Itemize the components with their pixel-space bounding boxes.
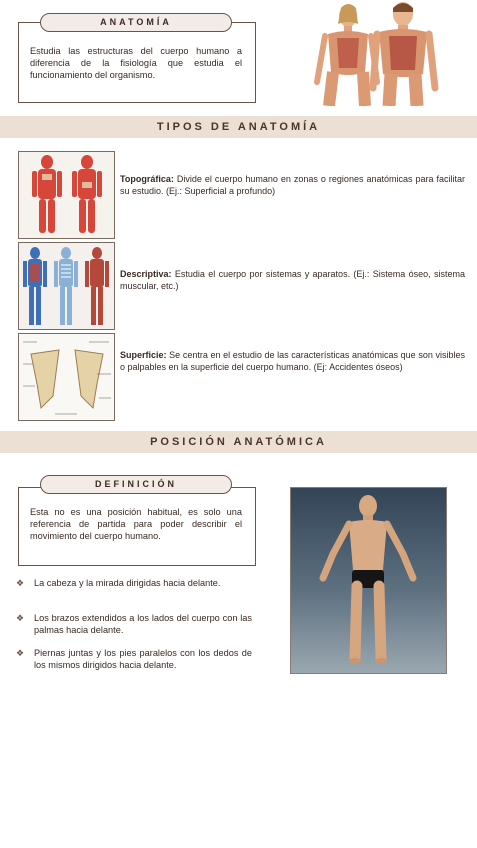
type-description: Estudia el cuerpo por sistemas y aparatos. (Ej.: Sistema óseo, sistema muscular, etc.)	[120, 269, 465, 291]
anatomy-figures-image	[303, 2, 443, 106]
anatomia-description: Estudia las estructuras del cuerpo humano a diferencia de la fisiología que estudia el funcionamiento del organismo.	[30, 46, 242, 80]
type-descriptiva	[120, 269, 465, 292]
topografica-image	[18, 151, 115, 239]
diamond-bullet-icon: ❖	[16, 613, 25, 623]
type-topografica	[120, 174, 465, 197]
definicion-text: Esta no es una posición habitual, es solo una referencia de partida para poder describir el movimiento del cuerpo humano.	[30, 507, 242, 541]
type-description: Divide el cuerpo humano en zonas o regiones anatómicas para facilitar su estudio. (Ej.: Superficial a profundo)	[120, 174, 465, 196]
bullet-text: Los brazos extendidos a los lados del cuerpo con las palmas hacia delante.	[34, 613, 252, 635]
definicion-title: DEFINICIÓN	[40, 475, 232, 494]
position-bullet-2	[16, 612, 252, 636]
diamond-bullet-icon: ❖	[16, 578, 25, 588]
type-description: Se centra en el estudio de las características anatómicas que son visibles o palpables en la superficie del cuerpo humano. (Ej: Accidentes óseos)	[120, 350, 465, 372]
type-term: Descriptiva:	[120, 269, 172, 279]
diamond-bullet-icon: ❖	[16, 648, 25, 658]
bullet-text: La cabeza y la mirada dirigidas hacia delante.	[34, 578, 221, 588]
type-term: Topográfica:	[120, 174, 174, 184]
bullet-text: Piernas juntas y los pies paralelos con los dedos de los mismos dirigidos hacia delante.	[34, 648, 252, 670]
type-superficie	[120, 350, 465, 373]
position-bullet-3	[16, 647, 252, 671]
tipos-band: TIPOS DE ANATOMÍA	[0, 116, 477, 138]
posicion-band: POSICIÓN ANATÓMICA	[0, 431, 477, 453]
superficie-image	[18, 333, 115, 421]
type-term: Superficie:	[120, 350, 167, 360]
anatomical-position-image	[290, 487, 447, 674]
position-bullet-1	[16, 577, 252, 589]
anatomia-title: ANATOMÍA	[40, 13, 232, 32]
descriptiva-image	[18, 242, 115, 330]
